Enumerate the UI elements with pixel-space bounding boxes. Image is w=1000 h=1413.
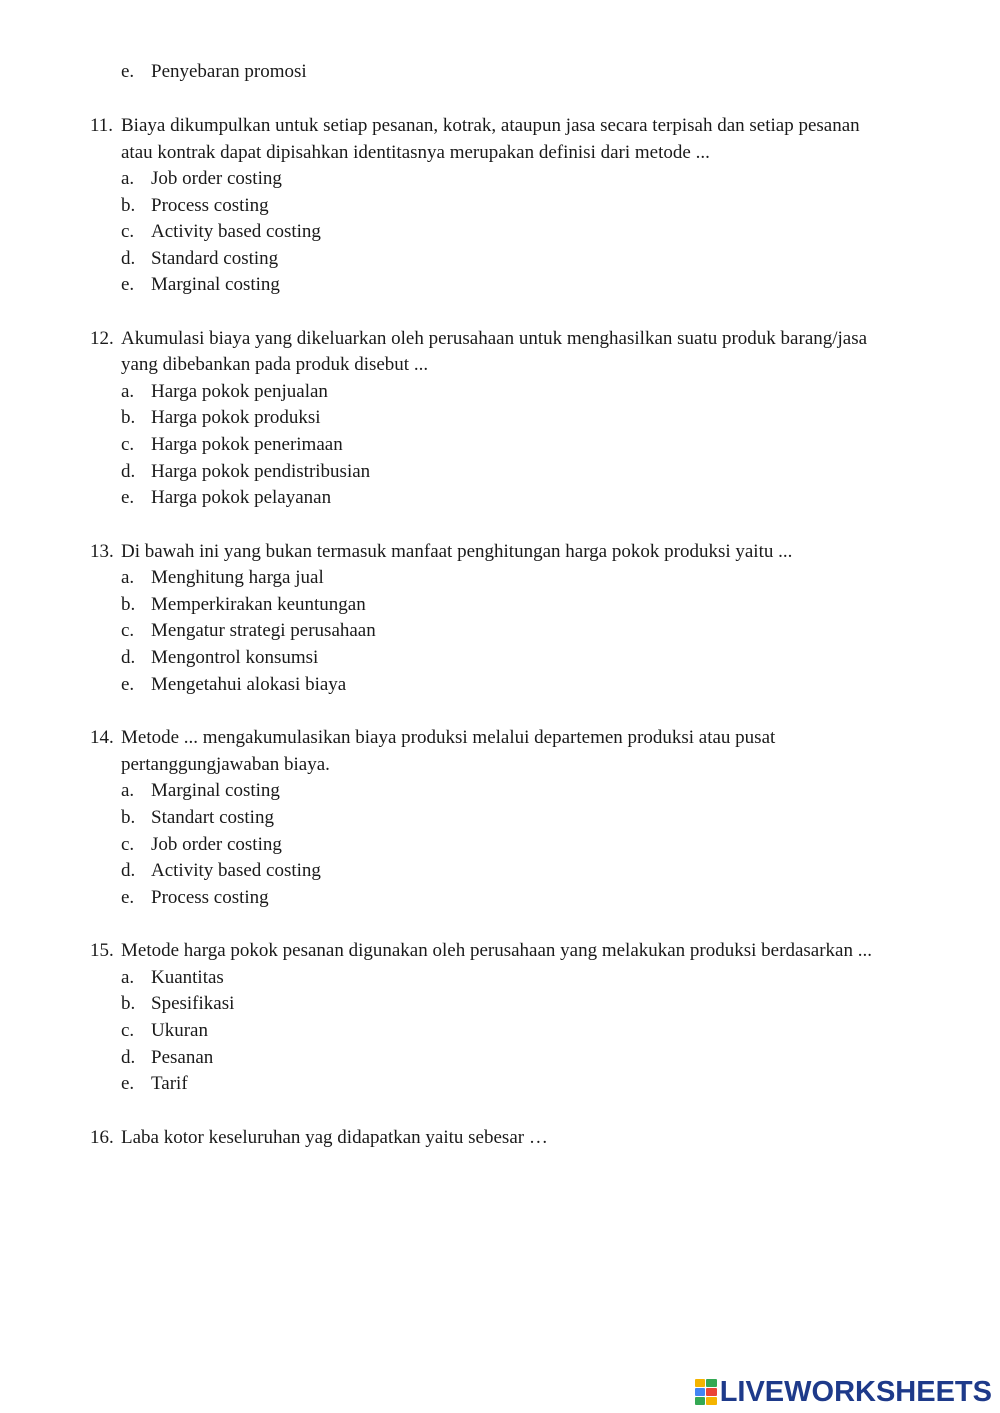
option-text: Penyebaran promosi: [151, 61, 307, 82]
option-letter: b.: [121, 594, 136, 615]
question-text-line: Biaya dikumpulkan untuk setiap pesanan, kotrak, ataupun jasa secara terpisah dan setiap pesanan: [121, 115, 860, 136]
liveworksheets-logo-icon: [695, 1379, 717, 1405]
option-letter: a.: [121, 567, 135, 588]
question-text-line: yang dibebankan pada produk disebut ...: [121, 354, 429, 375]
question-number: 11.: [90, 115, 114, 136]
liveworksheets-brand: [695, 1375, 992, 1409]
option-letter: e.: [121, 674, 135, 695]
option-letter: c.: [121, 434, 135, 455]
question-number: 14.: [90, 727, 114, 748]
option-text: Kuantitas: [151, 967, 224, 988]
question-text-line: pertanggungjawaban biaya.: [121, 754, 330, 775]
question-text-line: Akumulasi biaya yang dikeluarkan oleh perusahaan untuk menghasilkan suatu produk barang/jasa: [121, 328, 868, 349]
option-letter: e.: [121, 274, 135, 295]
option-letter: a.: [121, 381, 135, 402]
brand-name: LIVEWORKSHEETS: [719, 1375, 992, 1408]
option-letter: c.: [121, 620, 135, 641]
option-text: Harga pokok pendistribusian: [151, 461, 371, 482]
option-letter: a.: [121, 780, 135, 801]
question-text-line: Metode ... mengakumulasikan biaya produksi melalui departemen produksi atau pusat: [121, 727, 776, 748]
question-text-line: atau kontrak dapat dipisahkan identitasnya merupakan definisi dari metode ...: [121, 142, 710, 163]
question-text-line: Laba kotor keseluruhan yag didapatkan yaitu sebesar …: [121, 1127, 548, 1148]
option-text: Mengontrol konsumsi: [151, 647, 319, 668]
option-text: Mengatur strategi perusahaan: [151, 620, 376, 641]
option-text: Activity based costing: [151, 221, 321, 242]
option-text: Harga pokok pelayanan: [151, 487, 332, 508]
option-letter: e.: [121, 487, 135, 508]
option-text: Harga pokok penjualan: [151, 381, 328, 402]
option-text: Activity based costing: [151, 860, 321, 881]
option-text: Pesanan: [151, 1047, 214, 1068]
option-letter: a.: [121, 168, 135, 189]
option-text: Job order costing: [151, 834, 282, 855]
option-text: Harga pokok penerimaan: [151, 434, 343, 455]
option-text: Process costing: [151, 195, 269, 216]
option-letter: e.: [121, 887, 135, 908]
option-text: Tarif: [151, 1073, 188, 1094]
option-text: Standard costing: [151, 248, 279, 269]
option-letter: d.: [121, 860, 136, 881]
option-letter: a.: [121, 967, 135, 988]
question-text-line: Di bawah ini yang bukan termasuk manfaat penghitungan harga pokok produksi yaitu ...: [121, 541, 793, 562]
option-text: Mengetahui alokasi biaya: [151, 674, 347, 695]
option-text: Marginal costing: [151, 274, 280, 295]
option-letter: d.: [121, 647, 136, 668]
option-text: Standart costing: [151, 807, 274, 828]
option-text: Memperkirakan keuntungan: [151, 594, 366, 615]
option-letter: d.: [121, 461, 136, 482]
option-letter: c.: [121, 1020, 135, 1041]
option-text: Process costing: [151, 887, 269, 908]
option-text: Marginal costing: [151, 780, 280, 801]
option-text: Menghitung harga jual: [151, 567, 324, 588]
question-number: 16.: [90, 1127, 114, 1148]
question-text-line: Metode harga pokok pesanan digunakan oleh perusahaan yang melakukan produksi berdasarkan ...: [121, 940, 872, 961]
option-letter: e.: [121, 1073, 135, 1094]
option-text: Job order costing: [151, 168, 282, 189]
option-letter: e.: [121, 61, 135, 82]
option-text: Spesifikasi: [151, 993, 235, 1014]
question-number: 15.: [90, 940, 114, 961]
option-letter: b.: [121, 807, 136, 828]
option-letter: b.: [121, 993, 136, 1014]
option-letter: c.: [121, 834, 135, 855]
option-letter: d.: [121, 1047, 136, 1068]
option-letter: d.: [121, 248, 136, 269]
question-number: 12.: [90, 328, 114, 349]
question-number: 13.: [90, 541, 114, 562]
option-letter: b.: [121, 195, 136, 216]
option-letter: b.: [121, 407, 136, 428]
option-text: Harga pokok produksi: [151, 407, 321, 428]
option-letter: c.: [121, 221, 135, 242]
option-text: Ukuran: [151, 1020, 208, 1041]
